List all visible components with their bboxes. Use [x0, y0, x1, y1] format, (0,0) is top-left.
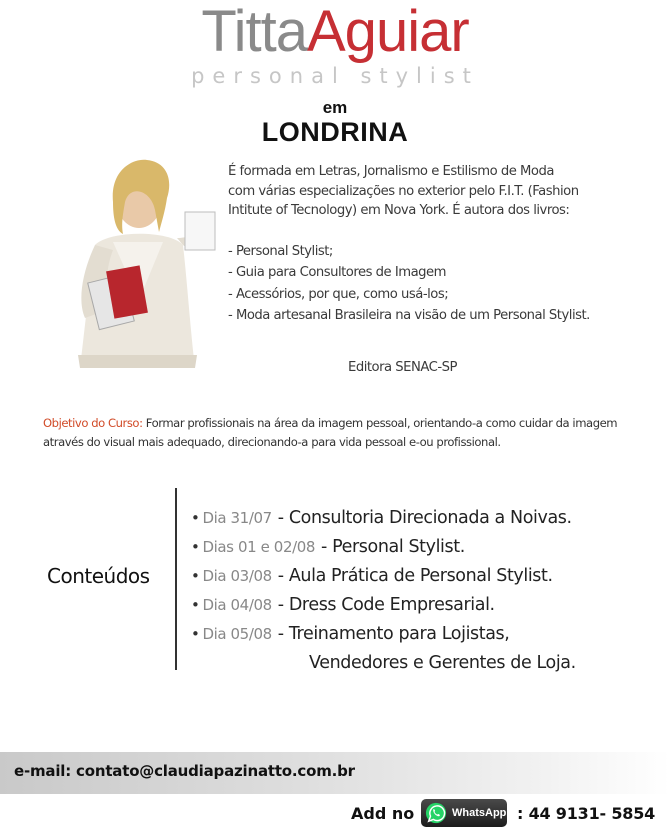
- schedule-date: Dias 01 e 02/08: [202, 538, 316, 556]
- bullet-icon: •: [191, 538, 200, 556]
- book-item: - Personal Stylist;: [228, 243, 333, 259]
- whatsapp-icon: [425, 802, 447, 824]
- bullet-icon: •: [191, 567, 200, 585]
- bullet-icon: •: [191, 596, 200, 614]
- book-list: [228, 241, 648, 327]
- bullet-icon: •: [191, 625, 200, 643]
- add-label: Add no: [351, 804, 415, 823]
- book-item: - Moda artesanal Brasileira na visão de um Personal Stylist.: [228, 308, 590, 323]
- logo-first-name: Titta: [201, 0, 307, 64]
- schedule-title: - Dress Code Empresarial.: [277, 595, 495, 615]
- schedule-title-continuation: Vendedores e Gerentes de Loja.: [309, 653, 576, 673]
- publisher: Editora SENAC-SP: [348, 360, 457, 375]
- schedule-list: [191, 508, 661, 682]
- schedule-title: - Aula Prática de Personal Stylist.: [277, 566, 553, 586]
- stylist-photo: [55, 150, 220, 368]
- vertical-divider: [175, 488, 177, 670]
- logo-subtitle: personal stylist: [191, 64, 479, 88]
- preposition: em: [322, 98, 348, 117]
- schedule-date: Dia 04/08: [202, 596, 272, 614]
- course-objective: [43, 414, 643, 452]
- contents-label: Conteúdos: [47, 564, 150, 588]
- objective-label: Objetivo do Curso:: [43, 416, 143, 430]
- bio-line: com várias especializações no exterior pelo F.I.T. (Fashion: [228, 183, 579, 199]
- email-label: e-mail: contato@claudiapazinatto.com.br: [14, 762, 355, 780]
- logo-last-name: Aguiar: [307, 0, 469, 64]
- schedule-item: [191, 595, 661, 624]
- logo-title: [0, 0, 670, 64]
- bio-line: É formada em Letras, Jornalismo e Estilismo de Moda: [228, 164, 554, 179]
- schedule-date: Dia 05/08: [202, 625, 272, 643]
- schedule-item: [191, 508, 661, 537]
- bio-text: [228, 162, 648, 327]
- schedule-item: [191, 624, 661, 653]
- bullet-icon: •: [191, 509, 200, 527]
- schedule-title: - Treinamento para Lojistas,: [277, 624, 510, 644]
- whatsapp-badge: [421, 799, 507, 827]
- logo: [0, 0, 670, 100]
- book-item: - Guia para Consultores de Imagem: [228, 265, 447, 280]
- bio-line: Intitute of Tecnology) em Nova York. É autora dos livros:: [228, 203, 570, 218]
- objective-text: Formar profissionais na área da imagem pessoal, orientando-a como cuidar da imagem através do visual mais adequado, direcionando-a para vida pessoal e-ou profissional.: [43, 416, 618, 449]
- phone-number: : 44 9131- 5854: [517, 804, 656, 823]
- schedule-date: Dia 03/08: [202, 567, 272, 585]
- schedule-title: - Consultoria Direcionada a Noivas.: [277, 508, 572, 528]
- whatsapp-label: WhatsApp: [452, 807, 507, 819]
- schedule-date: Dia 31/07: [202, 509, 272, 527]
- city-title: LONDRINA: [261, 117, 409, 147]
- schedule-title: - Personal Stylist.: [321, 537, 465, 557]
- book-item: - Acessórios, por que, como usá-los;: [228, 286, 449, 302]
- schedule-item: [191, 537, 661, 566]
- schedule-item: [191, 566, 661, 595]
